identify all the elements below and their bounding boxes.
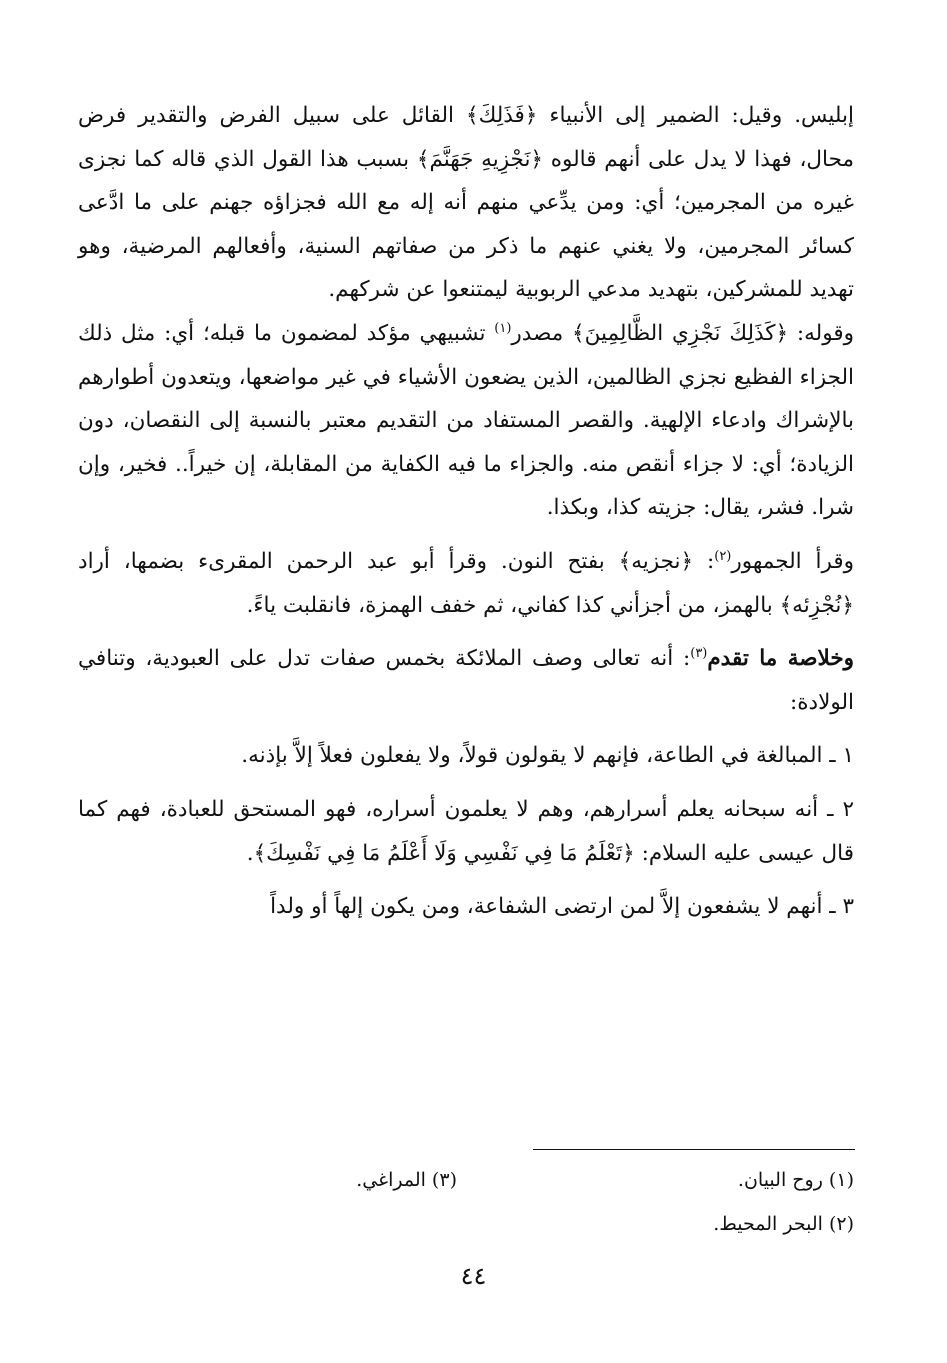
list-item-1: ١ ـ المبالغة في الطاعة، فإنهم لا يقولون قولاً، ولا يفعلون فعلاً إلاَّ بإذنه.: [241, 743, 854, 769]
footnote-separator: [533, 1149, 855, 1150]
footnote-ref-3: (٣): [690, 645, 708, 661]
footnote-ref-2: (٢): [714, 548, 732, 564]
list-item-3: ٣ ـ أنهم لا يشفعون إلاَّ لمن ارتضى الشفاعة، ومن يكون إلهاً أو ولداً: [270, 894, 854, 920]
paragraph-1: إبليس. وقيل: الضمير إلى الأنبياء ﴿فَذَلِكَ﴾ القائل على سبيل الفرض والتقدير فرض محال، فهذا لا يدل على أنهم قالوه ﴿نَجْزِيهِ جَهَنَّمَ﴾ بسبب هذا القول الذي قاله كما نجزى غيره من المجرمين؛ أي: ومن يدِّعي منهم أنه إله مع الله فجزاؤه جهنم على ما ادَّعى كسائر المجرمين، ولا يغني عنهم ما ذكر من صفاتهم السنية، وأفعالهم المرضية، وهو تهديد للمشركين، بتهديد مدعي الربوبية ليمتنعوا عن شركهم.: [78, 103, 854, 303]
footnote-2: (٢) البحر المحيط.: [713, 1213, 854, 1235]
paragraph-3-lead: وقرأ الجمهور: [731, 548, 854, 574]
footnote-ref-1: (١): [494, 320, 512, 336]
paragraph-4-rest: : أنه تعالى وصف الملائكة بخمس صفات تدل على العبودية، وتنافي الولادة:: [78, 646, 854, 715]
paragraph-4: [78, 637, 854, 724]
page-number: ٤٤: [460, 1262, 487, 1290]
paragraph-3-rest: : ﴿نجزيه﴾ بفتح النون. وقرأ أبو عبد الرحمن المقرىء بضمها، أراد ﴿نُجْزِئه﴾ بالهمز، من أجزأني كذا كفاني، ثم خفف الهمزة، فانقلبت ياءً.: [78, 548, 854, 618]
paragraph-2-lead: وقوله: ﴿كَذَلِكَ نَجْزِي الظَّالِمِينَ﴾ مصدر: [511, 320, 854, 346]
paragraph-3: [78, 540, 854, 627]
list-item-2: ٢ ـ أنه سبحانه يعلم أسرارهم، وهم لا يعلمون أسراره، فهو المستحق للعبادة، فهم كما قال عيسى عليه السلام: ﴿تَعْلَمُ مَا فِي نَفْسِي وَلَا أَعْلَمُ مَا فِي نَفْسِكَ﴾.: [78, 796, 854, 866]
footnote-1: (١) روح البيان.: [737, 1169, 854, 1191]
footnote-3: (٣) المراغي.: [356, 1169, 457, 1191]
summary-heading: وخلاصة ما تقدم: [707, 646, 854, 672]
main-text: [78, 94, 854, 929]
paragraph-2: [78, 312, 854, 530]
paragraph-2-rest: تشبيهي مؤكد لمضمون ما قبله؛ أي: مثل ذلك الجزاء الفظيع نجزي الظالمين، الذين يضعون الأشياء في غير مواضعها، ويتعدون أطوارهم بالإشراك وادعاء الإلهية. والقصر المستفاد من التقديم معتبر بالنسبة إلى النقصان، دون الزيادة؛ أي: لا جزاء أنقص منه. والجزاء ما فيه الكفاية من المقابلة، إن خيراً.. فخير، وإن شرا. فشر، يقال: جزيته كذا، وبكذا.: [78, 320, 854, 521]
